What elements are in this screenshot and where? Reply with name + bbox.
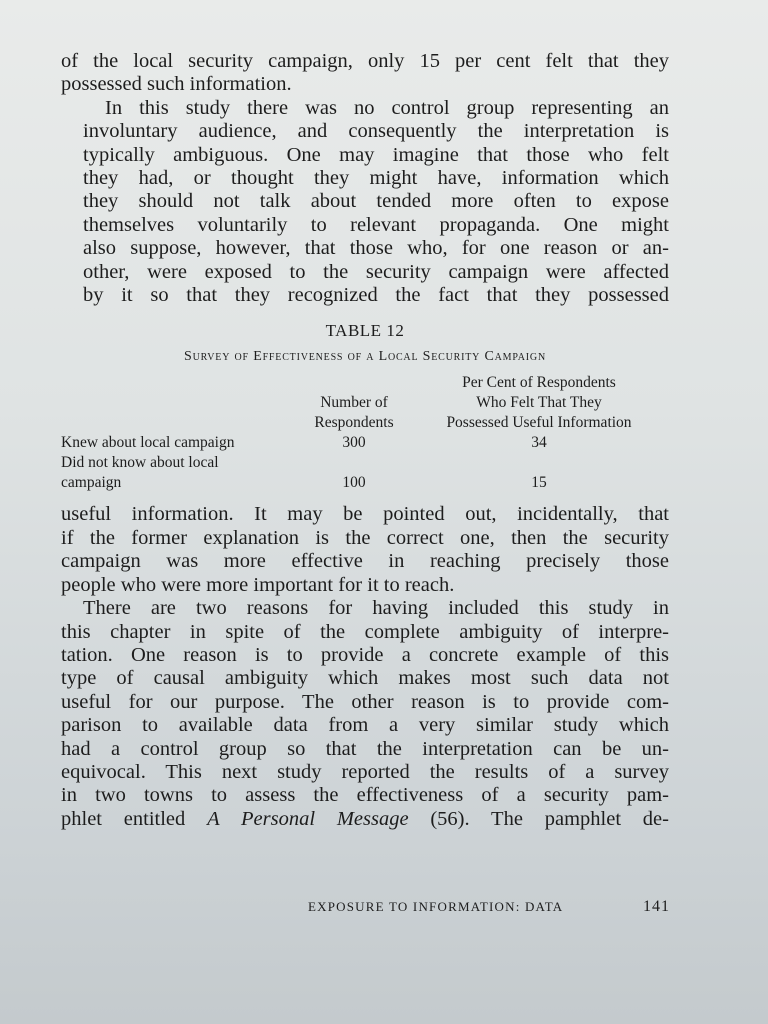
- text-line: of the local security campaign, only 15 per cent felt that they: [61, 50, 669, 72]
- paragraph-1: [61, 50, 669, 97]
- text-line: also suppose, however, that those who, for one reason or an-: [83, 237, 669, 260]
- table-row: [61, 453, 669, 473]
- text-line: useful for our purpose. The other reason is to provide com-: [61, 690, 669, 713]
- text-line: equivocal. This next study reported the results of a survey: [61, 760, 669, 783]
- row-number: 300: [342, 434, 366, 452]
- header-number-of-respondents: [299, 373, 409, 433]
- paragraph-4: [61, 597, 669, 831]
- table-title: Survey of Effectiveness of a Local Security Campaign: [184, 349, 546, 365]
- text-line: tation. One reason is to provide a concrete example of this: [61, 643, 669, 666]
- text-line: useful information. It may be pointed out, incidentally, that: [61, 503, 669, 526]
- text-line: this chapter in spite of the complete ambiguity of interpre-: [61, 620, 669, 643]
- header-text: Respondents: [314, 414, 394, 432]
- header-text: Per Cent of Respondents: [462, 374, 616, 392]
- running-head: EXPOSURE TO INFORMATION: DATA: [308, 899, 564, 914]
- text-line: if the former explanation is the correct one, then the security: [61, 526, 669, 549]
- text-line-last: [61, 808, 669, 831]
- row-percent: 15: [531, 474, 547, 492]
- table-row: [61, 473, 669, 493]
- paragraph-2: [61, 97, 669, 308]
- text-line: In this study there was no control group representing an: [105, 96, 669, 119]
- text-line: There are two reasons for having included this study in: [83, 597, 669, 620]
- header-text: Who Felt That They: [476, 394, 602, 412]
- text-line: typically ambiguous. One may imagine that those who felt: [83, 143, 669, 166]
- row-label: Knew about local campaign: [61, 434, 235, 452]
- row-number: 100: [342, 474, 366, 492]
- pamphlet-title: A Personal Message: [207, 807, 409, 830]
- page-body: [61, 50, 669, 831]
- text-line: campaign was more effective in reaching precisely those: [61, 550, 669, 573]
- data-table: [61, 373, 669, 493]
- text-line: parison to available data from a very similar study which: [61, 714, 669, 737]
- text-line: people who were more important for it to reach.: [61, 573, 455, 596]
- table-12: [61, 321, 669, 493]
- page-footer: [308, 898, 670, 916]
- table-number: TABLE 12: [325, 321, 405, 341]
- page-number: 141: [643, 898, 670, 915]
- row-percent: 34: [531, 434, 547, 452]
- paragraph-3: [61, 503, 669, 597]
- header-percent-useful-info: [409, 373, 669, 433]
- text-line: themselves voluntarily to relevant propaganda. One might: [83, 213, 669, 236]
- text-line: they had, or thought they might have, information which: [83, 167, 669, 190]
- text-line: involuntary audience, and consequently the interpretation is: [83, 120, 669, 143]
- text-line: in two towns to assess the effectiveness of a security pam-: [61, 784, 669, 807]
- header-text: Possessed Useful Information: [446, 414, 632, 432]
- table-header-row: [61, 373, 669, 433]
- text-fragment: phlet entitled: [61, 807, 208, 830]
- text-fragment: (56). The pamphlet de-: [408, 807, 669, 830]
- text-line: type of causal ambiguity which makes most such data not: [61, 667, 669, 690]
- text-line: by it so that they recognized the fact that they possessed: [83, 284, 669, 307]
- row-label-line2: campaign: [61, 474, 122, 492]
- table-row: [61, 433, 669, 453]
- text-line: had a control group so that the interpretation can be un-: [61, 737, 669, 760]
- row-label-line1: Did not know about local: [61, 454, 219, 472]
- text-line: they should not talk about tended more often to expose: [83, 190, 669, 213]
- text-line: possessed such information.: [61, 73, 292, 96]
- text-line: other, were exposed to the security campaign were affected: [83, 260, 669, 283]
- header-blank: [61, 373, 299, 433]
- header-text: Number of: [320, 394, 388, 412]
